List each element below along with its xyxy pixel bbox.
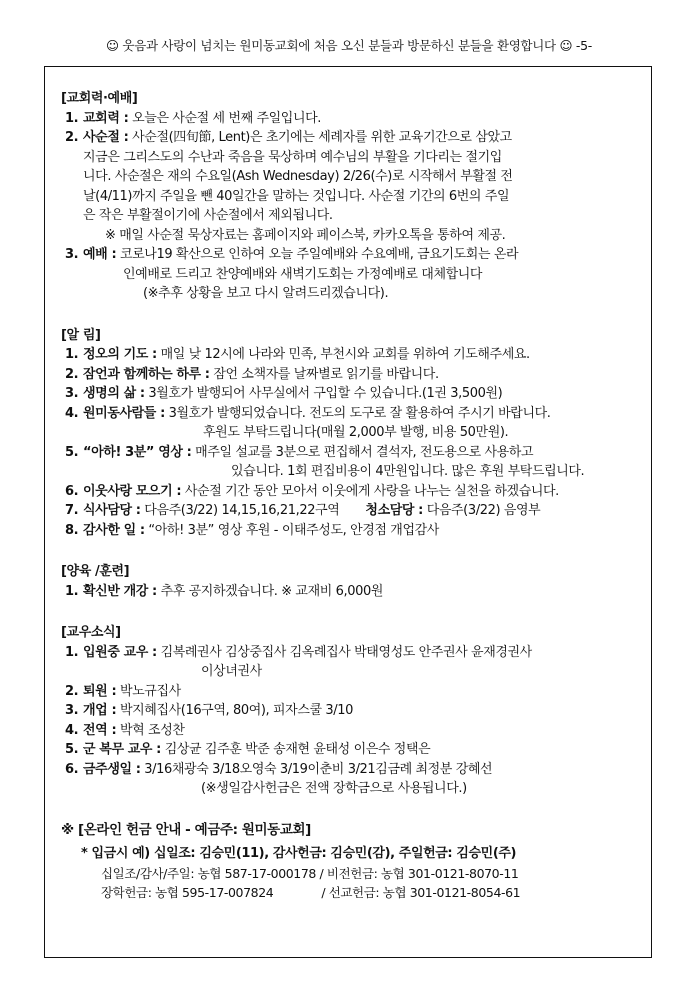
item-note: ※ 매일 사순절 묵상자료는 홈페이지와 페이스북, 카카오톡을 통하여 제공. bbox=[105, 227, 506, 243]
item-text: 박노규집사 bbox=[116, 683, 181, 699]
item-number: 2. bbox=[65, 366, 79, 382]
section-calendar bbox=[61, 89, 637, 304]
item-label: 금주생일 : bbox=[83, 761, 141, 777]
item-label: 전역 : bbox=[83, 722, 117, 738]
item-number: 2. bbox=[65, 130, 79, 145]
list-item bbox=[61, 404, 637, 443]
item-number: 1. bbox=[65, 110, 79, 126]
section-title: [양육 /훈련] bbox=[61, 564, 130, 579]
list-item bbox=[61, 740, 637, 760]
item-text: 이상녀권사 bbox=[201, 664, 262, 679]
item-label: 군 복무 교우 : bbox=[83, 742, 161, 757]
section-members bbox=[61, 623, 637, 799]
item-text: 은 작은 부활절이기에 사순절에서 제외됩니다. bbox=[83, 208, 333, 223]
item-text: 사순절(四旬節, Lent)은 초기에는 세례자를 위한 교육기간으로 삼았고 bbox=[128, 130, 512, 145]
item-label: “아하! 3분” 영상 : bbox=[83, 444, 192, 460]
item-label: 교회력 : bbox=[83, 110, 129, 126]
item-label: 생명의 삶 : bbox=[83, 386, 145, 401]
bulletin-frame bbox=[44, 66, 652, 958]
item-text: 다음주(3/22) 14,15,16,21,22구역 bbox=[140, 503, 340, 518]
item-text: 김복례권사 김상중집사 김옥례집사 박태영성도 안주권사 윤재경권사 bbox=[156, 644, 532, 660]
section-notice bbox=[61, 326, 637, 541]
list-item bbox=[61, 721, 637, 741]
item-text: 있습니다. 1회 편집비용이 4만원입니다. 많은 후원 부탁드립니다. bbox=[231, 464, 585, 479]
item-text: 다음주(3/22) 음영부 bbox=[422, 503, 541, 518]
item-label: 확신반 개강 : bbox=[83, 583, 157, 599]
section-training bbox=[61, 562, 637, 601]
list-item bbox=[61, 443, 637, 482]
item-text: 박혁 조성찬 bbox=[116, 722, 185, 738]
list-item bbox=[61, 701, 637, 721]
item-label: 식사담당 : bbox=[83, 503, 141, 518]
section-online-offering bbox=[61, 821, 637, 903]
item-number: 3. bbox=[65, 247, 79, 262]
item-label: 원미동사람들 : bbox=[83, 405, 165, 421]
item-text: 오늘은 사순절 세 번째 주일입니다. bbox=[128, 110, 322, 126]
item-text: 김상균 김주훈 박준 송재현 윤태성 이은수 정택은 bbox=[160, 742, 431, 757]
deposit-example: * 입금시 예) 십일조: 김승민(11), 감사헌금: 김승민(감), 주일헌금: 김승민(주) bbox=[81, 846, 517, 861]
item-text: 코로나19 확산으로 인하여 오늘 주일예배와 수요예배, 금요기도회는 온라 bbox=[116, 247, 519, 262]
item-label: 감사한 일 : bbox=[83, 522, 145, 538]
list-item bbox=[61, 345, 637, 365]
item-label: 예배 : bbox=[83, 247, 117, 262]
account-text: 장학헌금: 농협 595-17-007824 bbox=[101, 885, 274, 900]
section-title: ※ [온라인 헌금 안내 - 예금주: 원미동교회] bbox=[61, 821, 311, 838]
item-text: “아하! 3분” 영상 후원 - 이태주성도, 안경점 개업감사 bbox=[144, 522, 439, 538]
page-header: ☺ 웃음과 사랑이 넘치는 원미동교회에 처음 오신 분들과 방문하신 분들을 환영합니다 ☺ -5- bbox=[106, 38, 592, 53]
item-text: 날(4/11)까지 주일을 뺀 40일간을 말하는 것입니다. 사순절 기간의 6번의 주일 bbox=[83, 188, 510, 204]
item-number: 1. bbox=[65, 583, 79, 599]
section-title: [교우소식] bbox=[61, 625, 121, 640]
list-item bbox=[61, 643, 637, 682]
item-text: 매주일 설교를 3분으로 편집해서 결석자, 전도용으로 사용하고 bbox=[191, 444, 534, 460]
item-number: 3. bbox=[65, 386, 79, 401]
list-item bbox=[61, 109, 637, 129]
list-item bbox=[61, 365, 637, 385]
item-text: 사순절 기간 동안 모아서 이웃에게 사랑을 나누는 실천을 하겠습니다. bbox=[181, 483, 559, 499]
section-title: [교회력·예배] bbox=[61, 91, 138, 106]
account-line bbox=[61, 883, 637, 903]
item-text: 박지혜집사(16구역, 80여), 피자스쿨 3/10 bbox=[116, 703, 353, 718]
list-item bbox=[61, 682, 637, 702]
item-text: 추후 공지하겠습니다. ※ 교재비 6,000원 bbox=[156, 583, 384, 599]
item-number: 5. bbox=[65, 444, 79, 460]
bulletin-content bbox=[61, 89, 637, 903]
list-item bbox=[61, 582, 637, 602]
item-note: (※추후 상황을 보고 다시 알려드리겠습니다). bbox=[143, 286, 389, 301]
item-number: 1. bbox=[65, 644, 79, 660]
section-title: [알 림] bbox=[61, 327, 101, 343]
item-text: 지금은 그리스도의 수난과 죽음을 묵상하며 예수님의 부활을 기다리는 절기입 bbox=[83, 149, 502, 165]
item-text: 후원도 부탁드립니다(매월 2,000부 발행, 비용 50만원). bbox=[203, 425, 509, 440]
item-text: 니다. 사순절은 재의 수요일(Ash Wednesday) 2/26(수)로 시작해서 부활절 전 bbox=[83, 169, 513, 184]
account-line: 십일조/감사/주일: 농협 587-17-000178 / 비전헌금: 농협 301-0121-8070-11 bbox=[101, 865, 519, 881]
item-text: 인예배로 드리고 찬양예배와 새벽기도회는 가정예배로 대체합니다 bbox=[123, 266, 483, 282]
item-label: 퇴원 : bbox=[83, 683, 117, 699]
list-item bbox=[61, 521, 637, 541]
item-number: 1. bbox=[65, 347, 79, 362]
item-label: 개업 : bbox=[83, 703, 117, 718]
item-text: 3월호가 발행되어 사무실에서 구입할 수 있습니다.(1권 3,500원) bbox=[144, 386, 503, 401]
list-item bbox=[61, 760, 637, 799]
item-number: 3. bbox=[65, 703, 79, 718]
item-number: 4. bbox=[65, 405, 79, 421]
item-label: 정오의 기도 : bbox=[83, 347, 157, 362]
item-number: 7. bbox=[65, 503, 79, 518]
item-text: 3/16채광숙 3/18오영숙 3/19이춘비 3/21김금례 최정분 강혜선 bbox=[140, 761, 493, 777]
item-text: 매일 낮 12시에 나라와 민족, 부천시와 교회를 위하여 기도해주세요. bbox=[156, 347, 530, 362]
list-item bbox=[61, 384, 637, 404]
item-note: (※생일감사헌금은 전액 장학금으로 사용됩니다.) bbox=[201, 781, 467, 796]
item-label: 입원중 교우 : bbox=[83, 644, 157, 660]
item-number: 5. bbox=[65, 742, 79, 757]
account-text: / 선교헌금: 농협 301-0121-8054-61 bbox=[321, 885, 521, 900]
list-item bbox=[61, 501, 637, 521]
item-label: 청소담당 : bbox=[365, 503, 423, 518]
item-number: 2. bbox=[65, 683, 79, 699]
item-label: 잠언과 함께하는 하루 : bbox=[83, 366, 210, 382]
item-text: 3월호가 발행되었습니다. 전도의 도구로 잘 활용하여 주시기 바랍니다. bbox=[164, 405, 551, 421]
item-number: 4. bbox=[65, 722, 79, 738]
item-number: 8. bbox=[65, 522, 79, 538]
list-item bbox=[61, 128, 637, 245]
item-label: 사순절 : bbox=[83, 130, 129, 145]
list-item bbox=[61, 482, 637, 502]
item-text: 잠언 소책자를 날짜별로 읽기를 바랍니다. bbox=[209, 366, 439, 382]
list-item bbox=[61, 245, 637, 304]
item-label: 이웃사랑 모으기 : bbox=[83, 483, 182, 499]
item-number: 6. bbox=[65, 483, 79, 499]
item-number: 6. bbox=[65, 761, 79, 777]
